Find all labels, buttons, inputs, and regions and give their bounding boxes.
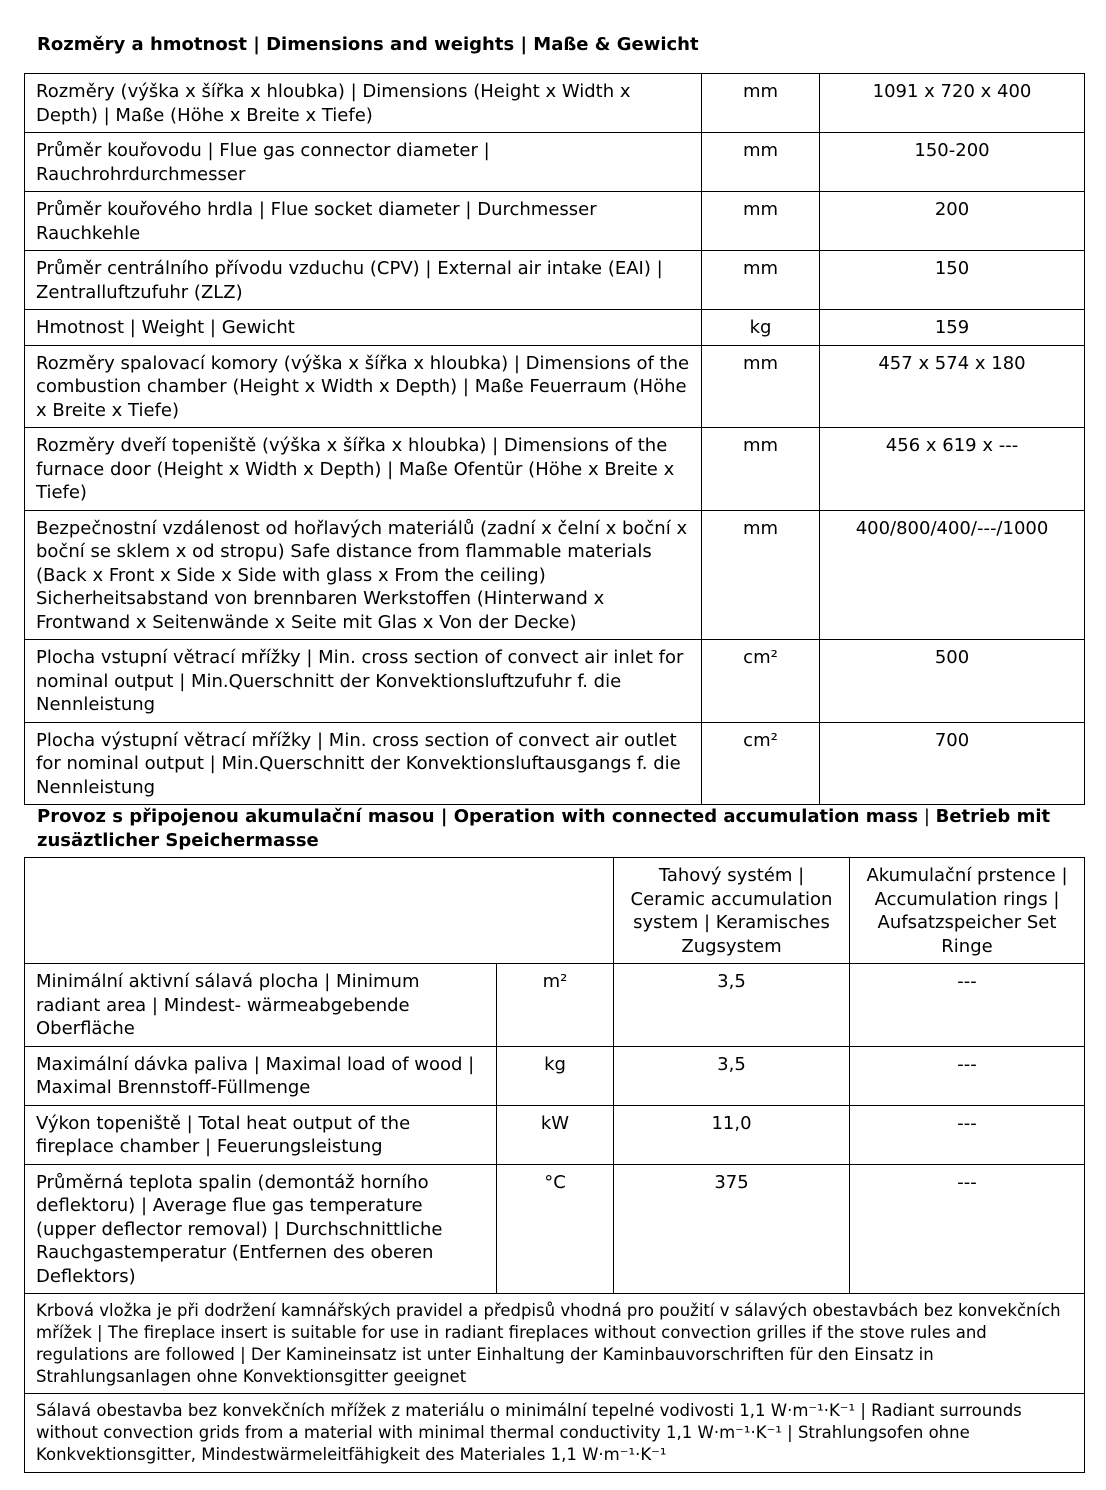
row-value: 456 x 619 x --- bbox=[820, 428, 1085, 511]
table-row bbox=[25, 510, 1085, 640]
row-unit: mm bbox=[702, 192, 820, 251]
row-label: Plocha vstupní větrací mřížky | Min. cross section of convect air inlet for nominal output | Min.Querschnitt der Konvektionsluftzufuhr f. die Nennleistung bbox=[25, 640, 702, 723]
row-unit: mm bbox=[702, 428, 820, 511]
table-row bbox=[25, 192, 1085, 251]
row-value: 150-200 bbox=[820, 133, 1085, 192]
row-unit: mm bbox=[702, 510, 820, 640]
note-thermal-conductivity: Sálavá obestavba bez konvekčních mřížek z materiálu o minimální tepelné vodivosti 1,1 W·m⁻¹·K⁻¹ | Radiant surrounds without convection grids from a material with minimal thermal conductivity 1,1 W·m⁻¹·K⁻¹ | Strahlungsofen ohne Konkvektionsgitter, Mindestwärmeleitfähigkeit des Materiales 1,1 W·m⁻¹·K⁻¹ bbox=[25, 1394, 1085, 1473]
table-row bbox=[25, 640, 1085, 723]
row-unit: mm bbox=[702, 74, 820, 133]
note-row bbox=[25, 1294, 1085, 1394]
table-row bbox=[25, 345, 1085, 428]
row-rings-value: --- bbox=[850, 964, 1085, 1047]
operation-section-title bbox=[37, 805, 1067, 852]
row-unit: °C bbox=[497, 1164, 614, 1294]
row-unit: kW bbox=[497, 1105, 614, 1164]
table-row bbox=[25, 310, 1085, 346]
row-rings-value: --- bbox=[850, 1164, 1085, 1294]
operation-title-part-1: Provoz s připojenou akumulační masou | Operation with connected accumulation mass bbox=[37, 806, 919, 827]
operation-title-part-2: Betrieb mit zusäztlicher Speichermasse bbox=[37, 806, 1051, 851]
row-label: Průměr kouřovodu | Flue gas connector diameter | Rauchrohrdurchmesser bbox=[25, 133, 702, 192]
row-label: Hmotnost | Weight | Gewicht bbox=[25, 310, 702, 346]
row-label: Minimální aktivní sálavá plocha | Minimum radiant area | Mindest- wärmeabgebende Oberfläche bbox=[25, 964, 497, 1047]
row-ceramic-value: 375 bbox=[614, 1164, 850, 1294]
header-empty-cell bbox=[25, 858, 614, 964]
row-unit: kg bbox=[497, 1046, 614, 1105]
dimensions-table bbox=[24, 73, 1085, 805]
table-row bbox=[25, 1105, 1085, 1164]
table-header-row bbox=[25, 858, 1085, 964]
row-unit: mm bbox=[702, 345, 820, 428]
row-label: Průměr kouřového hrdla | Flue socket diameter | Durchmesser Rauchkehle bbox=[25, 192, 702, 251]
table-row bbox=[25, 74, 1085, 133]
table-row bbox=[25, 428, 1085, 511]
row-value: 200 bbox=[820, 192, 1085, 251]
note-radiant-suitability: Krbová vložka je při dodržení kamnářských pravidel a předpisů vhodná pro použití v sálavých obestavbách bez konvekčních mřížek | The fireplace insert is suitable for use in radiant fireplaces without convection grilles if the stove rules and regulations are followed | Der Kamineinsatz ist unter Einhaltung der Kaminbauvorschriften für den Einsatz in Strahlungsanlagen ohne Konvektionsgitter geeignet bbox=[25, 1294, 1085, 1394]
table-row bbox=[25, 722, 1085, 805]
row-label: Rozměry spalovací komory (výška x šířka x hloubka) | Dimensions of the combustion chamber (Height x Width x Depth) | Maße Feuerraum (Höhe x Breite x Tiefe) bbox=[25, 345, 702, 428]
row-unit: kg bbox=[702, 310, 820, 346]
header-accumulation-rings: Akumulační prstence | Accumulation rings | Aufsatzspeicher Set Ringe bbox=[850, 858, 1085, 964]
row-label: Maximální dávka paliva | Maximal load of wood | Maximal Brennstoff-Füllmenge bbox=[25, 1046, 497, 1105]
row-label: Rozměry dveří topeniště (výška x šířka x hloubka) | Dimensions of the furnace door (Height x Width x Depth) | Maße Ofentür (Höhe x Breite x Tiefe) bbox=[25, 428, 702, 511]
note-row bbox=[25, 1394, 1085, 1473]
row-unit: m² bbox=[497, 964, 614, 1047]
operation-title-separator: | bbox=[918, 806, 936, 827]
table-row bbox=[25, 1046, 1085, 1105]
row-value: 500 bbox=[820, 640, 1085, 723]
row-label: Plocha výstupní větrací mřížky | Min. cross section of convect air outlet for nominal output | Min.Querschnitt der Konvektionsluftausgangs f. die Nennleistung bbox=[25, 722, 702, 805]
row-rings-value: --- bbox=[850, 1105, 1085, 1164]
row-value: 159 bbox=[820, 310, 1085, 346]
row-ceramic-value: 3,5 bbox=[614, 964, 850, 1047]
row-value: 150 bbox=[820, 251, 1085, 310]
row-ceramic-value: 3,5 bbox=[614, 1046, 850, 1105]
table-row bbox=[25, 964, 1085, 1047]
row-value: 457 x 574 x 180 bbox=[820, 345, 1085, 428]
header-ceramic-system: Tahový systém | Ceramic accumulation system | Keramisches Zugsystem bbox=[614, 858, 850, 964]
row-label: Výkon topeniště | Total heat output of the fireplace chamber | Feuerungsleistung bbox=[25, 1105, 497, 1164]
row-unit: mm bbox=[702, 251, 820, 310]
dimensions-section-title: Rozměry a hmotnost | Dimensions and weights | Maße & Gewicht bbox=[37, 34, 699, 55]
table-row bbox=[25, 1164, 1085, 1294]
row-unit: mm bbox=[702, 133, 820, 192]
operation-table bbox=[24, 857, 1085, 1473]
table-row bbox=[25, 251, 1085, 310]
row-value: 1091 x 720 x 400 bbox=[820, 74, 1085, 133]
row-unit: cm² bbox=[702, 722, 820, 805]
row-value: 700 bbox=[820, 722, 1085, 805]
row-label: Rozměry (výška x šířka x hloubka) | Dimensions (Height x Width x Depth) | Maße (Höhe x Breite x Tiefe) bbox=[25, 74, 702, 133]
row-value: 400/800/400/---/1000 bbox=[820, 510, 1085, 640]
row-label: Průměr centrálního přívodu vzduchu (CPV) | External air intake (EAI) | Zentralluftzufuhr (ZLZ) bbox=[25, 251, 702, 310]
row-ceramic-value: 11,0 bbox=[614, 1105, 850, 1164]
table-row bbox=[25, 133, 1085, 192]
row-unit: cm² bbox=[702, 640, 820, 723]
row-rings-value: --- bbox=[850, 1046, 1085, 1105]
row-label: Průměrná teplota spalin (demontáž horního deflektoru) | Average flue gas temperature (upper deflector removal) | Durchschnittliche Rauchgastemperatur (Entfernen des oberen Deflektors) bbox=[25, 1164, 497, 1294]
row-label: Bezpečnostní vzdálenost od hořlavých materiálů (zadní x čelní x boční x boční se sklem x od stropu) Safe distance from flammable materials (Back x Front x Side x Side with glass x From the ceiling) Sicherheitsabstand von brennbaren Werkstoffen (Hinterwand x Frontwand x Seitenwände x Seite mit Glas x Von der Decke) bbox=[25, 510, 702, 640]
